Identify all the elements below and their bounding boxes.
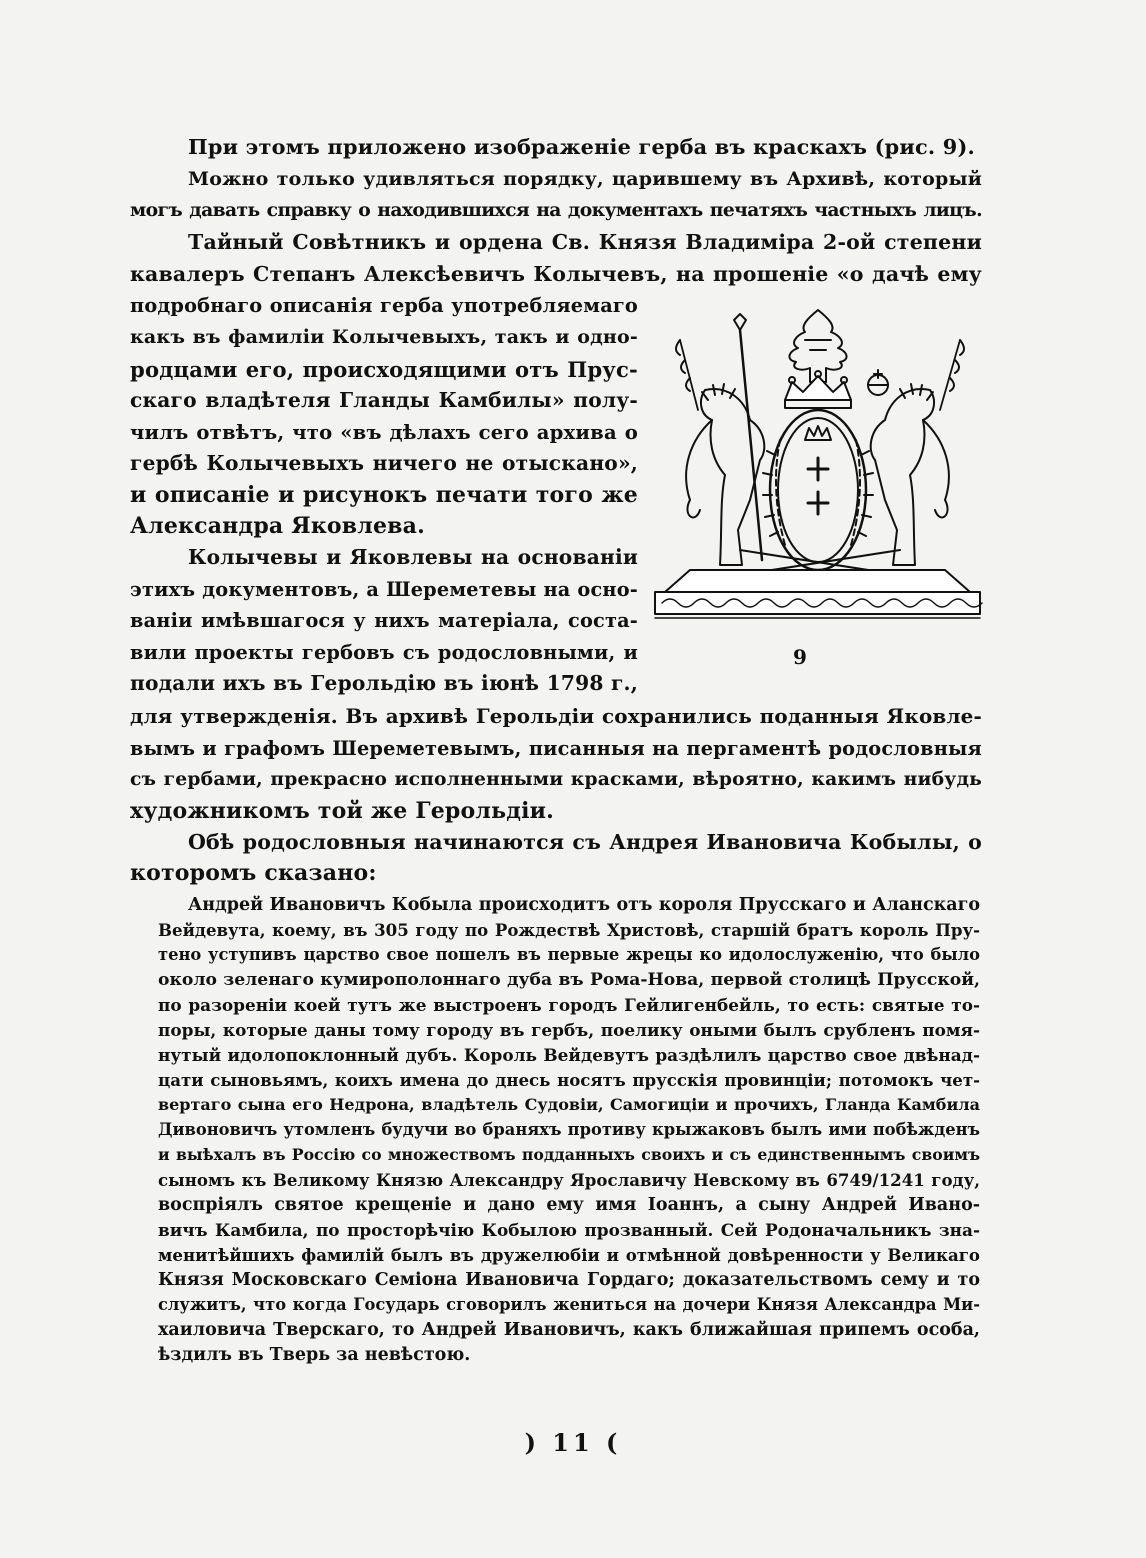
quote-line: хаиловича Тверскаго, то Андрей Ивановичъ, какъ ближайшая припемъ особа, xyxy=(158,1320,980,1340)
quote-line: цати сыновьямъ, коихъ имена до днесь носятъ прусскія провинціи; потомокъ чет- xyxy=(158,1070,980,1090)
paragraph-line: какъ въ фамиліи Колычевыхъ, такъ и одно- xyxy=(130,326,638,348)
quote-line: вертаго сына его Недрона, владѣтель Судовіи, Самогиціи и прочихъ, Гланда Камбила xyxy=(158,1095,980,1114)
quote-line: сыномъ къ Великому Князю Александру Ярославичу Невскому въ 6749/1241 году, xyxy=(158,1170,980,1190)
paragraph-line: съ гербами, прекрасно исполненными красками, вѣроятно, какимъ нибудь xyxy=(130,768,982,790)
paragraph-line: При этомъ приложено изображеніе герба въ краскахъ (рис. 9). xyxy=(188,134,975,159)
quote-line: Вейдевута, коему, въ 305 году по Рождествѣ Христовѣ, старшій братъ король Пру- xyxy=(158,920,980,940)
paragraph-line: кавалеръ Степанъ Алексѣевичъ Колычевъ, на прошеніе «о дачѣ ему xyxy=(130,262,982,286)
paragraph-line: Можно только удивляться порядку, царившему въ Архивѣ, который xyxy=(188,168,982,190)
paragraph-line: могъ давать справку о находившихся на документахъ печатяхъ частныхъ лицъ. xyxy=(130,199,982,221)
quote-line: Дивоновичъ утомленъ будучи во браняхъ противу крыжаковъ былъ ими побѣжденъ xyxy=(158,1120,980,1139)
paragraph-line: и описаніе и рисунокъ печати того же xyxy=(130,482,638,508)
quote-line: вичъ Камбила, по просторѣчію Кобылою прозванный. Сей Родоначальникъ зна- xyxy=(158,1220,980,1240)
paragraph-line: подали ихъ въ Герольдію въ іюнѣ 1798 г., xyxy=(130,671,638,695)
paragraph-line: Колычевы и Яковлевы на основаніи xyxy=(188,545,638,569)
page-number: ) 11 ( xyxy=(524,1428,622,1457)
quote-line: менитѣйшихъ фамилій былъ въ дружелюбіи и отмѣнной довѣренности у Великаго xyxy=(158,1245,980,1265)
paragraph-line: для утвержденія. Въ архивѣ Герольдіи сохранились поданныя Яковле- xyxy=(130,704,982,728)
paragraph-line: Тайный Совѣтникъ и ордена Св. Князя Владиміра 2-ой степени xyxy=(188,230,982,254)
paragraph-line: подробнаго описанія герба употребляемаго xyxy=(130,294,638,317)
quote-line: около зеленаго кумирополоннаго дуба въ Рома-Нова, первой столицѣ Прусской, xyxy=(158,970,980,990)
paragraph-line: вили проекты гербовъ съ родословными, и xyxy=(130,641,638,664)
paragraph-line: художникомъ той же Герольдіи. xyxy=(130,798,555,824)
paragraph-line: ваніи имѣвшагося у нихъ матеріала, соста- xyxy=(130,609,638,632)
paragraph-line: скаго владѣтеля Гланды Камбилы» полу- xyxy=(130,388,638,412)
quote-line: по разореніи коей тутъ же выстроенъ городъ Гейлигенбейль, то есть: святые то- xyxy=(158,995,980,1015)
paragraph-line: чилъ отвѣтъ, что «въ дѣлахъ сего архива о xyxy=(130,421,638,444)
figure-number: 9 xyxy=(793,645,807,669)
paragraph-line: этихъ документовъ, а Шереметевы на осно- xyxy=(130,578,638,601)
quote-line: служитъ, что когда Государь сговорилъ жениться на дочери Князя Александра Ми- xyxy=(158,1295,980,1314)
paragraph-line: Обѣ родословныя начинаются съ Андрея Ивановича Кобылы, о xyxy=(188,830,982,854)
paragraph-line: гербѣ Колычевыхъ ничего не отыскано», xyxy=(130,451,638,475)
quote-line: Андрей Ивановичъ Кобыла происходитъ отъ короля Прусскаго и Аланскаго xyxy=(188,895,980,915)
paragraph-line: которомъ сказано: xyxy=(130,860,377,886)
paragraph-line: родцами его, происходящими отъ Прус- xyxy=(130,357,638,382)
quote-line: тено уступивъ царство свое пошелъ въ первые жрецы ко идолослуженію, что было xyxy=(158,945,980,964)
quote-line: ѣздилъ въ Тверь за невѣстою. xyxy=(158,1345,471,1365)
paragraph-line: вымъ и графомъ Шереметевымъ, писанныя на пергаментѣ родословныя xyxy=(130,737,982,760)
quote-line: поры, которые даны тому городу въ гербъ, поелику оными былъ срубленъ помя- xyxy=(158,1020,980,1040)
quote-line: нутый идолопоклонный дубъ. Король Вейдевутъ раздѣлилъ царство свое двѣнад- xyxy=(158,1045,980,1065)
quote-line: Князя Московскаго Семіона Ивановича Гордаго; доказательствомъ сему и то xyxy=(158,1270,980,1290)
quote-line: воспріялъ святое крещеніе и дано ему имя Іоаннъ, а сыну Андрей Ивано- xyxy=(158,1195,980,1215)
coat-of-arms-illustration xyxy=(650,300,985,630)
paragraph-line: Александра Яковлева. xyxy=(130,513,425,539)
quote-line: и выѣхалъ въ Россію со множествомъ подданныхъ своихъ и съ единственнымъ своимъ xyxy=(158,1145,980,1164)
